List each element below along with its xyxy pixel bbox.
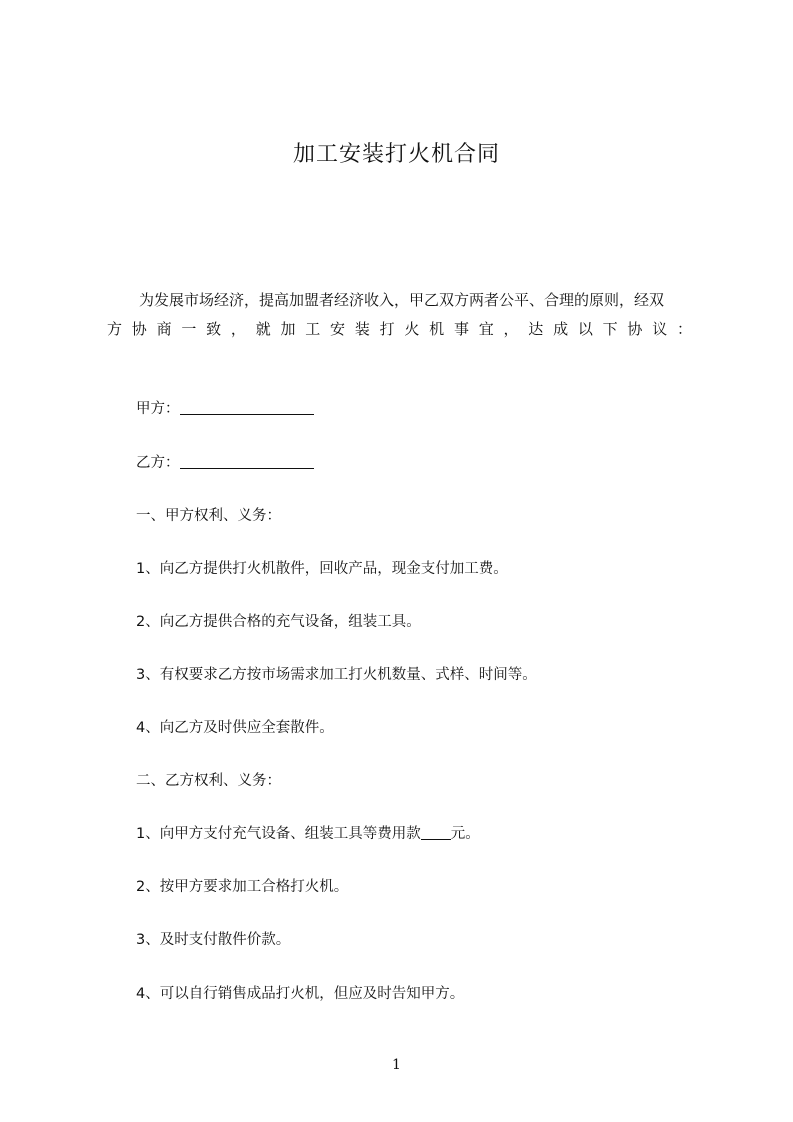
section-2-item-4: 4、可以自行销售成品打火机，但应及时告知甲方。 [136,986,465,1002]
section-2-item-1-unit: 元。 [450,826,480,842]
section-1-item-3: 3、有权要求乙方按市场需求加工打火机数量、式样、时间等。 [136,667,537,683]
party-a-label: 甲方： [136,401,180,417]
section-2-item-3: 3、及时支付散件价款。 [136,932,291,948]
section-1-item-4: 4、向乙方及时供应全套散件。 [136,720,334,736]
intro-paragraph-line-1: 为发展市场经济，提高加盟者经济收入，甲乙双方两者公平、合理的原则，经双 [139,291,665,309]
page-number: 1 [392,1057,401,1073]
page-title: 加工安装打火机合同 [292,142,500,167]
party-b-label: 乙方： [136,455,180,471]
party-b-blank [180,454,314,469]
party-a-blank [180,400,314,415]
intro-paragraph-line-2: 方协商一致，就加工安装打火机事宜，达成以下协议： [107,320,692,338]
party-a-line [136,398,314,420]
party-b-line [136,452,314,474]
section-1-heading: 一、甲方权利、义务： [136,508,281,524]
section-1-item-1: 1、向乙方提供打火机散件，回收产品，现金支付加工费。 [136,561,508,577]
section-2-heading: 二、乙方权利、义务： [136,773,281,789]
section-1-item-2: 2、向乙方提供合格的充气设备，组装工具。 [136,614,421,630]
section-2-item-1 [136,823,480,845]
amount-blank [421,825,451,840]
section-2-item-1-text: 1、向甲方支付充气设备、组装工具等费用款 [136,826,421,842]
section-2-item-2: 2、按甲方要求加工合格打火机。 [136,879,349,895]
